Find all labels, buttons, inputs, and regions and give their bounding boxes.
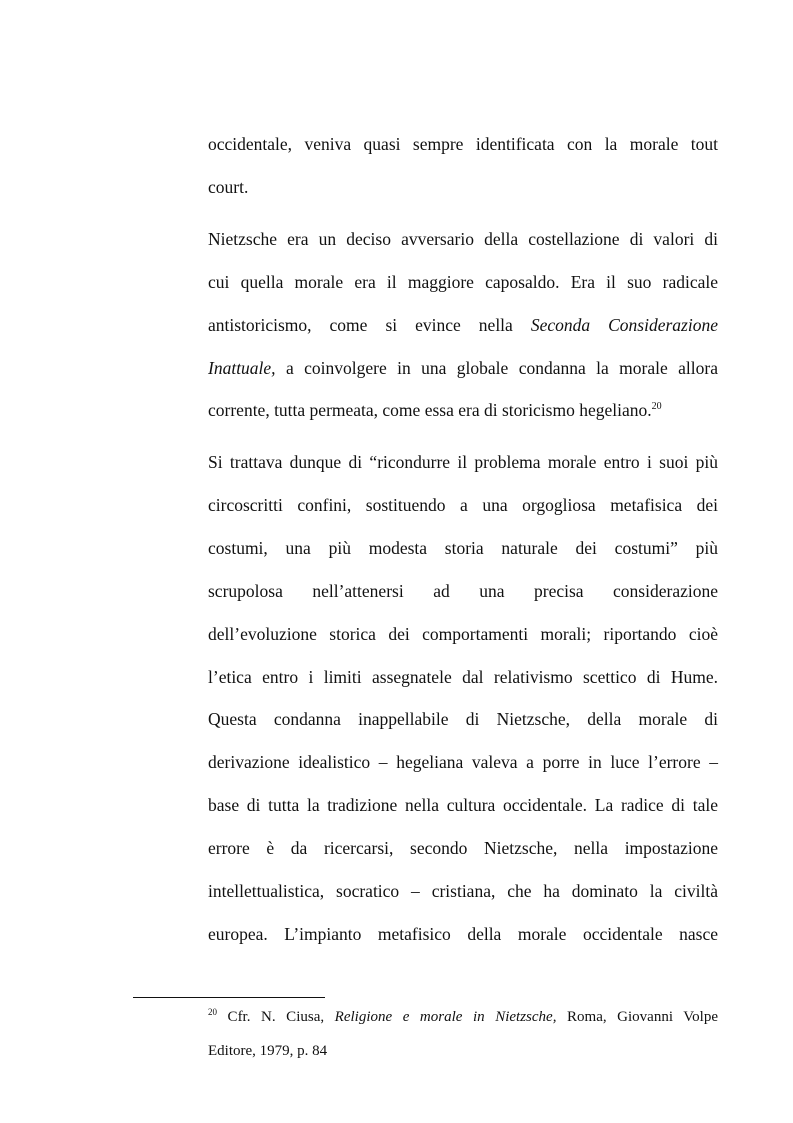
body-text: antistoricismo, come si evince nella [208,315,531,335]
work-title: Inattuale, [208,358,276,378]
body-line: errore è da ricercarsi, secondo Nietzsche, nella impostazione [208,838,718,858]
body-line: circoscritti confini, sostituendo a una orgogliosa metafisica dei [208,495,718,515]
footnote-text: Cfr. N. Ciusa, [217,1009,335,1025]
body-line: court. [208,177,249,197]
footnote-text: Roma, Giovanni Volpe [556,1009,719,1025]
body-line: cui quella morale era il maggiore caposaldo. Era il suo radicale [208,272,718,292]
body-line: derivazione idealistico – hegeliana valeva a porre in luce l’errore – [208,752,718,772]
body-text: a coinvolgere in una globale condanna la morale allora [275,358,718,378]
body-text: corrente, tutta permeata, come essa era di storicismo hegeliano. [208,400,652,420]
footnote-work-title: Religione e morale in Nietzsche, [334,1009,557,1025]
body-line: intellettualistica, socratico – cristiana, che ha dominato la civiltà [208,881,718,901]
body-line: Nietzsche era un deciso avversario della costellazione di valori di [208,229,718,249]
footnote-line [208,1007,718,1027]
body-line: base di tutta la tradizione nella cultura occidentale. La radice di tale [208,795,718,815]
body-line [208,399,662,421]
body-line: dell’evoluzione storica dei comportamenti morali; riportando cioè [208,624,718,644]
body-line [208,314,718,336]
footnote-separator [133,997,325,998]
footnote-number: 20 [208,1007,217,1017]
footnote-line: Editore, 1979, p. 84 [208,1043,328,1059]
body-line: l’etica entro i limiti assegnatele dal relativismo scettico di Hume. [208,667,718,687]
work-title: Seconda Considerazione [530,315,718,335]
footnote-reference: 20 [651,401,662,412]
body-line: Si trattava dunque di “ricondurre il problema morale entro i suoi più [208,452,718,472]
body-line: Questa condanna inappellabile di Nietzsche, della morale di [208,709,718,729]
body-line: costumi, una più modesta storia naturale dei costumi” più [208,538,718,558]
body-line: occidentale, veniva quasi sempre identificata con la morale tout [208,134,718,154]
body-line: scrupolosa nell’attenersi ad una precisa considerazione [208,581,718,601]
body-line [208,357,718,379]
body-line: europea. L’impianto metafisico della morale occidentale nasce [208,924,718,944]
